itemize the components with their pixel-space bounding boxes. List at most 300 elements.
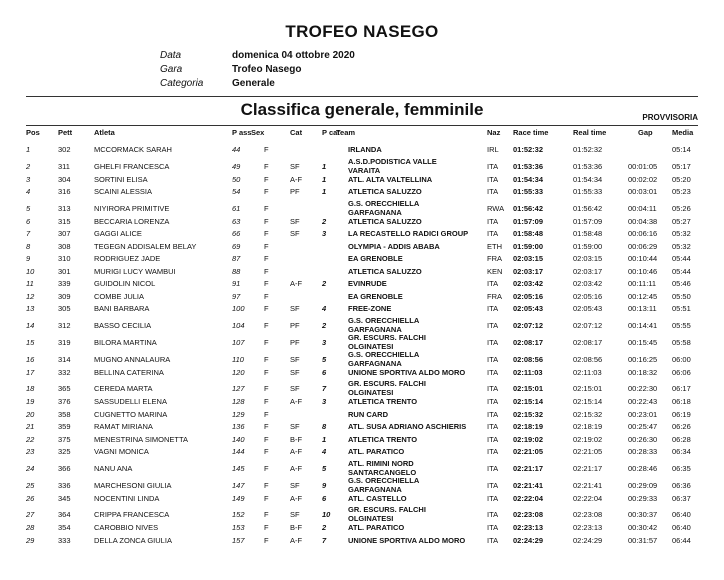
cell-naz: ITA	[487, 187, 499, 196]
cell-media: 05:51	[672, 304, 691, 313]
cell-cat: SF	[290, 304, 300, 313]
cell-gap: 00:01:05	[628, 161, 658, 171]
cell-naz: ITA	[487, 480, 499, 490]
cell-athlete: NOCENTINI LINDA	[94, 493, 160, 503]
cell-team: GR. ESCURS. FALCHI OLGINATESI	[348, 332, 426, 351]
cell-pass: 69	[232, 241, 241, 251]
cell-athlete: GAGGI ALICE	[94, 229, 142, 238]
cell-gap: 00:10:44	[628, 254, 658, 263]
cell-sex: F	[264, 203, 269, 213]
cell-gap: 00:29:09	[628, 480, 658, 490]
header-atleta: Atleta	[94, 128, 115, 137]
cell-race-time: 02:15:01	[513, 384, 544, 393]
cell-pass: 110	[232, 354, 244, 364]
cell-pass: 44	[232, 145, 241, 154]
meta-value: Trofeo Nasego	[232, 63, 302, 75]
cell-media: 05:46	[672, 279, 691, 288]
header-naz: Naz	[487, 128, 501, 137]
cell-sex: F	[264, 384, 269, 393]
cell-real-time: 01:54:34	[573, 174, 603, 184]
cell-naz: FRA	[487, 291, 502, 301]
cell-athlete: DELLA ZONCA GIULIA	[94, 535, 172, 545]
header-pos: Pos	[26, 128, 40, 137]
table-row	[0, 334, 724, 351]
cell-real-time: 02:07:12	[573, 320, 603, 330]
cell-sex: F	[264, 291, 269, 301]
cell-real-time: 02:21:17	[573, 463, 603, 473]
cell-pass: 140	[232, 434, 245, 444]
cell-pos: 29	[26, 535, 35, 545]
cell-naz: FRA	[487, 254, 502, 263]
cell-media: 05:14	[672, 145, 691, 154]
cell-gap: 00:04:11	[628, 203, 657, 213]
cell-naz: ITA	[487, 384, 499, 393]
cell-media: 05:44	[672, 266, 691, 276]
cell-media: 06:26	[672, 422, 691, 431]
cell-naz: ITA	[487, 174, 499, 184]
header-team: Team	[336, 128, 356, 137]
cell-pett: 307	[58, 229, 71, 238]
cell-gap: 00:06:16	[628, 229, 658, 238]
cell-race-time: 02:24:29	[513, 535, 544, 545]
cell-real-time: 02:18:19	[573, 422, 603, 431]
cell-race-time: 02:15:14	[513, 397, 544, 406]
cell-cat: SF	[290, 367, 300, 377]
cell-naz: ITA	[487, 216, 499, 226]
cell-pett: 314	[58, 354, 71, 364]
cell-pos: 17	[26, 367, 35, 377]
cell-pos: 15	[26, 337, 35, 347]
cell-media: 05:32	[672, 241, 691, 251]
cell-pass: 157	[232, 535, 245, 545]
cell-pos: 1	[26, 145, 31, 154]
cell-pett: 312	[58, 320, 71, 330]
cell-sex: F	[264, 161, 269, 171]
header-pass: P ass	[232, 128, 252, 137]
cell-gap: 00:23:01	[628, 409, 658, 419]
cell-cat: B-F	[290, 523, 303, 532]
cell-athlete: CEREDA MARTA	[94, 384, 153, 393]
cell-athlete: MCCORMACK SARAH	[94, 145, 172, 154]
cell-sex: F	[264, 493, 269, 503]
table-row	[0, 422, 724, 435]
table-row	[0, 317, 724, 334]
cell-naz: KEN	[487, 266, 503, 276]
cell-pos: 24	[26, 463, 35, 473]
cell-sex: F	[264, 320, 269, 330]
cell-team: ATL. SUSA ADRIANO ASCHIERIS	[348, 422, 467, 431]
cell-pett: 354	[58, 523, 71, 532]
table-row	[0, 435, 724, 448]
cell-team: ATLETICA SALUZZO	[348, 187, 422, 196]
cell-pett: 345	[58, 493, 71, 503]
table-row	[0, 506, 724, 523]
cell-pos: 4	[26, 187, 31, 196]
header-pcat: P cat	[322, 128, 340, 137]
cell-media: 05:55	[672, 320, 691, 330]
cell-athlete: BILORA MARTINA	[94, 337, 157, 347]
cell-media: 05:58	[672, 337, 691, 347]
cell-team: EA GRENOBLE	[348, 254, 403, 263]
cell-pos: 11	[26, 279, 34, 288]
cell-naz: ITA	[487, 397, 499, 406]
cell-athlete: GUIDOLIN NICOL	[94, 279, 156, 288]
cell-naz: ITA	[487, 422, 499, 431]
cell-team: ATLETICA SALUZZO	[348, 216, 422, 226]
cell-athlete: CAROBBIO NIVES	[94, 523, 159, 532]
cell-pcat: 1	[322, 187, 327, 196]
cell-pos: 26	[26, 493, 35, 503]
cell-gap: 00:28:33	[628, 447, 658, 456]
cell-sex: F	[264, 367, 269, 377]
cell-team: UNIONE SPORTIVA ALDO MORO	[348, 535, 466, 545]
cell-naz: ITA	[487, 161, 499, 171]
cell-race-time: 02:05:16	[513, 291, 544, 301]
cell-sex: F	[264, 523, 269, 532]
header-real-time: Real time	[573, 128, 607, 137]
cell-pass: 63	[232, 216, 241, 226]
cell-pett: 325	[58, 447, 71, 456]
cell-pcat: 3	[322, 337, 327, 347]
cell-gap: 00:22:43	[628, 397, 658, 406]
cell-naz: ITA	[487, 510, 499, 519]
cell-gap: 00:18:32	[628, 367, 658, 377]
cell-race-time: 02:05:43	[513, 304, 544, 313]
cell-sex: F	[264, 241, 269, 251]
cell-pett: 308	[58, 241, 71, 251]
cell-pass: 136	[232, 422, 245, 431]
cell-real-time: 02:21:41	[573, 480, 603, 490]
cell-pass: 147	[232, 480, 245, 490]
cell-race-time: 02:22:04	[513, 493, 544, 503]
table-row	[0, 279, 724, 292]
cell-media: 05:17	[672, 161, 691, 171]
cell-pcat: 4	[322, 447, 327, 456]
table-row	[0, 242, 724, 255]
cell-pos: 25	[26, 480, 35, 490]
cell-naz: ITA	[487, 320, 499, 330]
cell-athlete: GHELFI FRANCESCA	[94, 161, 170, 171]
cell-team: G.S. ORECCHIELLA GARFAGNANA	[348, 349, 420, 368]
table-row	[0, 477, 724, 494]
cell-pcat: 9	[322, 480, 327, 490]
cell-naz: RWA	[487, 203, 505, 213]
cell-pcat: 5	[322, 354, 327, 364]
cell-pett: 310	[58, 254, 71, 263]
cell-pcat: 8	[322, 422, 327, 431]
cell-team: IRLANDA	[348, 145, 382, 154]
cell-pcat: 2	[322, 523, 327, 532]
cell-sex: F	[264, 447, 269, 456]
cell-pett: 364	[58, 510, 71, 519]
cell-pass: 50	[232, 174, 241, 184]
cell-team: LA RECASTELLO RADICI GROUP	[348, 229, 469, 238]
table-row	[0, 175, 724, 188]
cell-pett: 313	[58, 203, 71, 213]
cell-pcat: 6	[322, 367, 327, 377]
cell-pcat: 7	[322, 535, 327, 545]
cell-real-time: 02:15:14	[573, 397, 603, 406]
cell-pcat: 1	[322, 434, 327, 444]
cell-pos: 16	[26, 354, 35, 364]
cell-real-time: 02:15:32	[573, 409, 603, 419]
cell-race-time: 02:07:12	[513, 320, 544, 330]
cell-gap: 00:30:37	[628, 510, 658, 519]
cell-pcat: 4	[322, 304, 327, 313]
cell-athlete: COMBE JULIA	[94, 291, 145, 301]
cell-race-time: 02:19:02	[513, 434, 544, 444]
cell-gap: 00:04:38	[628, 216, 658, 226]
cell-cat: SF	[290, 216, 300, 226]
cell-real-time: 01:57:09	[573, 216, 603, 226]
header-race-time: Race time	[513, 128, 549, 137]
ranking-title: Classifica generale, femminile	[240, 100, 484, 119]
cell-real-time: 02:21:05	[573, 447, 603, 456]
cell-pos: 3	[26, 174, 31, 184]
cell-team: UNIONE SPORTIVA ALDO MORO	[348, 367, 466, 377]
cell-pass: 91	[232, 279, 241, 288]
cell-pett: 366	[58, 463, 71, 473]
cell-pass: 153	[232, 523, 245, 532]
cell-pass: 144	[232, 447, 245, 456]
cell-gap: 00:16:25	[628, 354, 658, 364]
cell-pett: 315	[58, 216, 71, 226]
cell-real-time: 02:03:17	[573, 266, 603, 276]
cell-naz: ITA	[487, 304, 499, 313]
cell-pett: 359	[58, 422, 71, 431]
cell-pos: 22	[26, 434, 35, 444]
cell-pass: 128	[232, 397, 245, 406]
cell-sex: F	[264, 216, 269, 226]
cell-pcat: 2	[322, 216, 327, 226]
cell-cat: B-F	[290, 434, 303, 444]
cell-cat: SF	[290, 354, 300, 364]
cell-pett: 316	[58, 187, 71, 196]
cell-pett: 365	[58, 384, 71, 393]
cell-pos: 5	[26, 203, 31, 213]
cell-team: EVINRUDE	[348, 279, 387, 288]
cell-race-time: 01:52:32	[513, 145, 544, 154]
cell-sex: F	[264, 279, 269, 288]
cell-athlete: CUGNETTO MARINA	[94, 409, 168, 419]
cell-race-time: 02:11:03	[513, 367, 543, 377]
cell-team: ATLETICA TRENTO	[348, 434, 418, 444]
results-table	[0, 145, 724, 548]
cell-cat: SF	[290, 422, 300, 431]
cell-real-time: 02:19:02	[573, 434, 603, 444]
cell-pett: 311	[58, 161, 70, 171]
cell-team: ATLETICA TRENTO	[348, 397, 418, 406]
cell-sex: F	[264, 510, 269, 519]
table-row	[0, 229, 724, 242]
cell-naz: IRL	[487, 145, 499, 154]
cell-pos: 27	[26, 510, 35, 519]
cell-athlete: BANI BARBARA	[94, 304, 150, 313]
meta-value: Generale	[232, 77, 275, 89]
header-gap: Gap	[638, 128, 653, 137]
cell-pcat: 3	[322, 397, 327, 406]
cell-naz: ETH	[487, 241, 502, 251]
cell-race-time: 01:55:33	[513, 187, 544, 196]
cell-pett: 332	[58, 367, 71, 377]
cell-cat: SF	[290, 229, 300, 238]
cell-team: A.S.D.PODISTICA VALLE VARAITA	[348, 156, 437, 175]
cell-race-time: 02:03:17	[513, 266, 544, 276]
cell-media: 05:20	[672, 174, 691, 184]
status-label: PROVVISORIA	[642, 113, 698, 122]
cell-real-time: 01:53:36	[573, 161, 603, 171]
cell-race-time: 02:15:32	[513, 409, 544, 419]
cell-pcat: 1	[322, 174, 327, 184]
cell-media: 05:44	[672, 254, 691, 263]
cell-real-time: 02:05:16	[573, 291, 603, 301]
cell-race-time: 01:59:00	[513, 241, 544, 251]
cell-gap: 00:30:42	[628, 523, 658, 532]
cell-team: ATL. ALTA VALTELLINA	[348, 174, 433, 184]
meta-label: Categoria	[160, 77, 204, 89]
cell-pett: 375	[58, 434, 71, 444]
cell-media: 06:37	[672, 493, 691, 503]
cell-pos: 19	[26, 397, 35, 406]
cell-real-time: 01:52:32	[573, 145, 603, 154]
cell-athlete: NIYIRORA PRIMITIVE	[94, 203, 170, 213]
table-row	[0, 536, 724, 549]
table-row	[0, 351, 724, 368]
cell-race-time: 02:21:41	[513, 480, 544, 490]
table-row	[0, 460, 724, 477]
cell-pett: 336	[58, 480, 71, 490]
cell-naz: ITA	[487, 229, 499, 238]
cell-pcat: 10	[322, 510, 331, 519]
cell-naz: ITA	[487, 434, 499, 444]
table-row	[0, 292, 724, 305]
cell-cat: A-F	[290, 279, 303, 288]
cell-pett: 305	[58, 304, 71, 313]
cell-athlete: MUGNO ANNALAURA	[94, 354, 171, 364]
cell-pcat: 3	[322, 229, 327, 238]
cell-athlete: RODRIGUEZ JADE	[94, 254, 161, 263]
cell-race-time: 01:54:34	[513, 174, 544, 184]
cell-pcat: 5	[322, 463, 327, 473]
cell-race-time: 02:08:56	[513, 354, 544, 364]
cell-athlete: MURIGI LUCY WAMBUI	[94, 266, 176, 276]
cell-pos: 20	[26, 409, 35, 419]
cell-real-time: 02:03:15	[573, 254, 603, 263]
cell-pass: 129	[232, 409, 245, 419]
meta-row-category	[160, 76, 355, 90]
cell-sex: F	[264, 229, 269, 238]
cell-pass: 88	[232, 266, 241, 276]
cell-cat: A-F	[290, 463, 303, 473]
cell-real-time: 02:05:43	[573, 304, 603, 313]
cell-pos: 21	[26, 422, 35, 431]
cell-pass: 87	[232, 254, 241, 263]
cell-cat: A-F	[290, 535, 303, 545]
cell-pos: 23	[26, 447, 35, 456]
cell-team: GR. ESCURS. FALCHI OLGINATESI	[348, 505, 426, 523]
cell-cat: PF	[290, 320, 300, 330]
cell-pos: 28	[26, 523, 35, 532]
cell-pos: 12	[26, 291, 35, 301]
header-media: Media	[672, 128, 694, 137]
cell-cat: A-F	[290, 397, 303, 406]
cell-sex: F	[264, 480, 269, 490]
meta-value: domenica 04 ottobre 2020	[232, 49, 355, 61]
cell-real-time: 01:56:42	[573, 203, 603, 213]
cell-athlete: BECCARIA LORENZA	[94, 216, 170, 226]
cell-pett: 301	[58, 266, 71, 276]
cell-team: G.S. ORECCHIELLA GARFAGNANA	[348, 315, 420, 334]
cell-team: ATL. PARATICO	[348, 523, 405, 532]
cell-cat: PF	[290, 187, 300, 196]
cell-race-time: 02:23:08	[513, 510, 544, 519]
table-row	[0, 158, 724, 175]
cell-naz: ITA	[487, 354, 499, 364]
cell-pass: 49	[232, 161, 241, 171]
cell-gap: 00:22:30	[628, 384, 658, 393]
cell-race-time: 02:18:19	[513, 422, 544, 431]
cell-gap: 00:06:29	[628, 241, 658, 251]
table-row	[0, 267, 724, 280]
cell-athlete: CRIPPA FRANCESCA	[94, 510, 170, 519]
cell-sex: F	[264, 434, 269, 444]
cell-race-time: 02:21:05	[513, 447, 544, 456]
cell-gap: 00:26:30	[628, 434, 658, 444]
cell-pass: 149	[232, 493, 245, 503]
cell-media: 06:18	[672, 397, 691, 406]
cell-team: ATLETICA SALUZZO	[348, 266, 422, 276]
cell-pass: 97	[232, 291, 241, 301]
header-sex: Sex	[251, 128, 265, 137]
cell-media: 06:17	[672, 384, 691, 393]
cell-team: OLYMPIA - ADDIS ABABA	[348, 241, 440, 251]
cell-naz: ITA	[487, 535, 499, 545]
table-row	[0, 380, 724, 397]
cell-real-time: 02:03:42	[573, 279, 603, 288]
cell-real-time: 01:55:33	[573, 187, 603, 196]
cell-pos: 6	[26, 216, 31, 226]
table-row	[0, 217, 724, 230]
cell-pcat: 1	[322, 161, 327, 171]
cell-naz: ITA	[487, 493, 499, 503]
cell-pett: 333	[58, 535, 71, 545]
cell-cat: SF	[290, 384, 300, 393]
table-header	[0, 128, 724, 140]
event-meta	[160, 48, 355, 90]
cell-race-time: 02:21:17	[513, 463, 544, 473]
table-row	[0, 397, 724, 410]
cell-pcat: 2	[322, 279, 327, 288]
cell-gap: 00:03:01	[628, 187, 658, 196]
cell-athlete: TEGEGN ADDISALEM BELAY	[94, 241, 197, 251]
cell-media: 06:34	[672, 447, 691, 456]
meta-row-date	[160, 48, 355, 62]
cell-gap: 00:28:46	[628, 463, 658, 473]
cell-real-time: 02:08:17	[573, 337, 603, 347]
cell-gap: 00:15:45	[628, 337, 658, 347]
cell-naz: ITA	[487, 337, 499, 347]
cell-team: ATL. RIMINI NORD SANTARCANGELO	[348, 458, 417, 477]
divider-top	[26, 96, 698, 97]
cell-pett: 376	[58, 397, 71, 406]
cell-pcat: 7	[322, 384, 327, 393]
table-row	[0, 254, 724, 267]
cell-naz: ITA	[487, 447, 499, 456]
cell-pcat: 6	[322, 493, 327, 503]
cell-pass: 61	[232, 203, 241, 213]
cell-athlete: BASSO CECILIA	[94, 320, 152, 330]
cell-race-time: 02:08:17	[513, 337, 544, 347]
